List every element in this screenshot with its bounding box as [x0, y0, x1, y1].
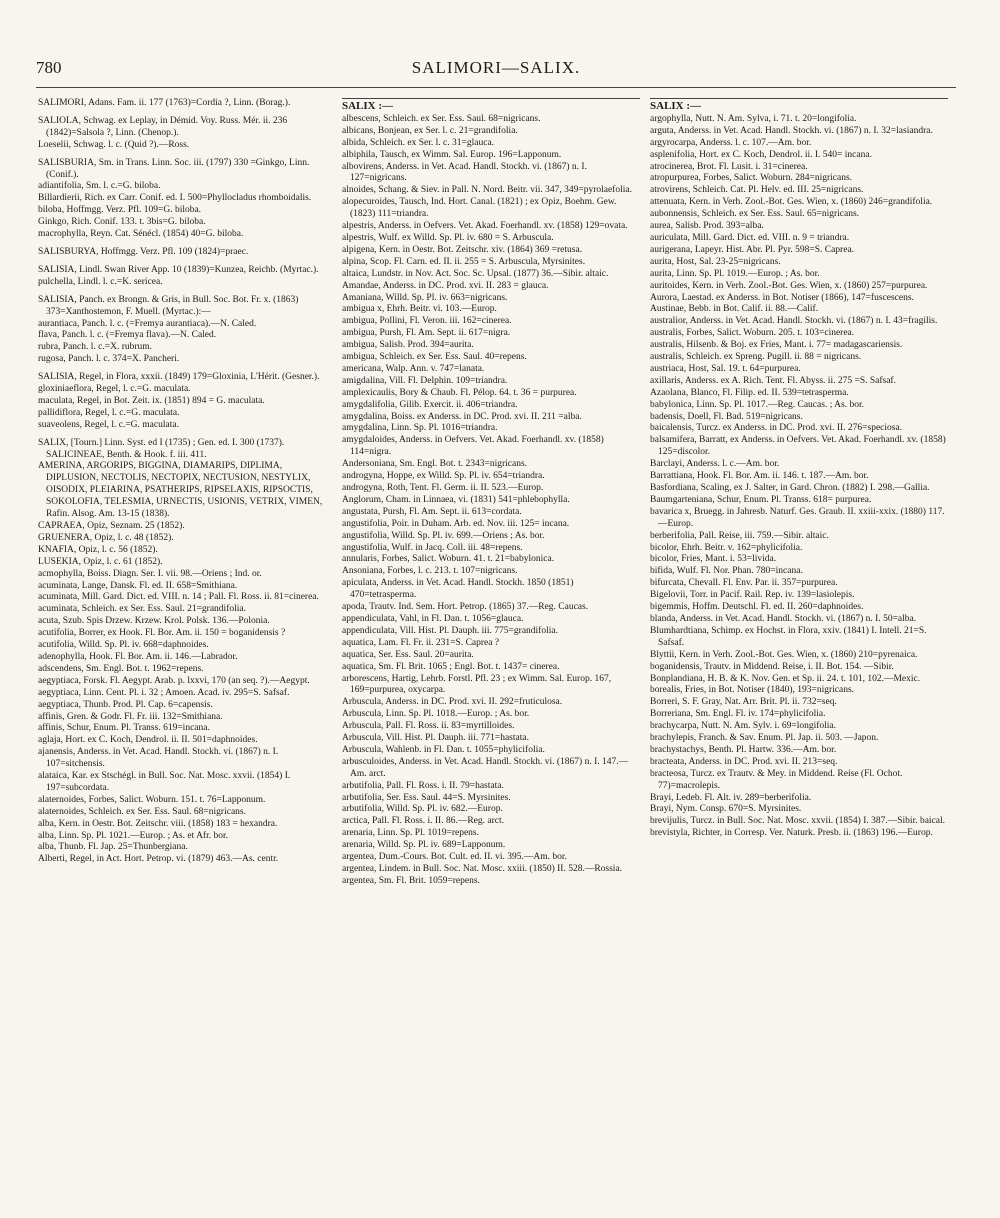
index-entry: affinis, Schur, Enum. Pl. Transs. 619=incana. — [38, 723, 210, 734]
index-entry: angustifolia, Poir. in Duham. Arb. ed. Nov. iii. 125= incana. — [342, 518, 570, 529]
index-entry: aubonnensis, Schleich. ex Ser. Ess. Saul. 65=nigricans. — [650, 209, 860, 220]
index-entry: argyrocarpa, Anderss. l. c. 107.—Am. bor. — [650, 137, 812, 148]
index-entry: aquatica, Ser. Ess. Saul. 20=aurita. — [342, 649, 474, 660]
index-entry: Ansoniana, Forbes, l. c. 213. t. 107=nigricans. — [342, 566, 518, 577]
index-entry: aegyptiaca, Linn. Cent. Pl. i. 32 ; Amoen. Acad. iv. 295=S. Safsaf. — [38, 687, 290, 698]
index-entry: alba, Linn. Sp. Pl. 1021.—Europ. ; As. et Afr. bor. — [38, 830, 228, 841]
index-entry: attenuata, Kern. in Verh. Zool.-Bot. Ges. Wien, x. (1860) 246=grandifolia. — [650, 197, 933, 208]
index-entry: aurigerana, Lapeyr. Hist. Abr. Pl. Pyr. 598=S. Caprea. — [650, 244, 855, 255]
index-entry: ambigua, Schleich. ex Ser. Ess. Saul. 40=repens. — [342, 352, 527, 363]
index-entry: CAPRAEA, Opiz, Seznam. 25 (1852). — [38, 521, 185, 531]
index-entry: aegyptiaca, Thunb. Prod. Pl. Cap. 6=capensis. — [38, 699, 213, 710]
index-entry: angustifolia, Willd. Sp. Pl. iv. 699.—Oriens ; As. bor. — [342, 530, 545, 541]
index-entry: amygdalina, Boiss. ex Anderss. in DC. Prod. xvi. II. 211 =alba. — [342, 411, 582, 422]
index-entry: blanda, Anderss. in Vet. Acad. Handl. Stockh. vi. (1867) n. I. 50=alba. — [650, 613, 917, 624]
index-entry: acutifolia, Willd. Sp. Pl. iv. 668=daphnoides. — [38, 640, 209, 651]
index-entry: baicalensis, Turcz. ex Anderss. in DC. Prod. xvi. II. 276=speciosa. — [650, 423, 903, 434]
index-entry: asplenifolia, Hort. ex C. Koch, Dendrol. ii. I. 540= incana. — [650, 149, 872, 160]
index-entry: bifurcata, Chevall. Fl. Env. Par. ii. 357=purpurea. — [650, 578, 838, 589]
index-entry: bracteosa, Turcz. ex Trautv. & Mey. in Middend. Reise (Fl. Ochot. 77)=macrolepis. — [650, 768, 903, 791]
index-entry: arbutifolia, Pall. Fl. Ross. i. II. 79=hastata. — [342, 780, 504, 791]
index-entry: aurea, Salisb. Prod. 393=alba. — [650, 221, 764, 232]
index-entry: SALISIA, Regel, in Flora, xxxii. (1849) 179=Gloxinia, L'Hérit. (Gesner.). — [38, 372, 320, 383]
index-entry: alopecuroides, Tausch, Ind. Hort. Canal. (1821) ; ex Opiz, Boehm. Gew. (1823) 111=triandra. — [342, 197, 617, 220]
index-entry: auriculata, Mill. Gard. Dict. ed. VIII. n. 9 = triandra. — [650, 232, 850, 243]
index-entry: Bigelovii, Torr. in Pacif. Rail. Rep. iv. 139=lasiolepis. — [650, 590, 855, 601]
index-entry: Aurora, Laestad. ex Anderss. in Bot. Notiser (1866), 147=fuscescens. — [650, 292, 914, 303]
index-entry: apiculata, Anderss. in Vet. Acad. Handl. Stockh. 1850 (1851) 470=tetrasperma. — [342, 578, 574, 601]
index-entry: biloba, Hoffmgg. Verz. Pfl. 109=G. biloba. — [38, 205, 202, 216]
index-entry: Brayi, Ledeb. Fl. Alt. iv. 289=berberifolia. — [650, 792, 812, 803]
index-entry: aurita, Linn. Sp. Pl. 1019.—Europ. ; As. bor. — [650, 268, 820, 279]
index-entry: amygdalina, Linn. Sp. Pl. 1016=triandra. — [342, 423, 498, 434]
column-heading: SALIX :— — [342, 98, 640, 113]
index-entry: babylonica, Linn. Sp. Pl. 1017.—Reg. Caucas. ; As. bor. — [650, 399, 865, 410]
index-entry: argentea, Sm. Fl. Brit. 1059=repens. — [342, 875, 480, 886]
index-entry: argentea, Lindem. in Bull. Soc. Nat. Mosc. xxiii. (1850) II. 528.—Rossia. — [342, 864, 623, 874]
index-entry: brevijulis, Turcz. in Bull. Soc. Nat. Mosc. xxvii. (1854) I. 387.—Sibir. baical. — [650, 816, 946, 827]
index-entry: angustifolia, Wulf. in Jacq. Coll. iii. 48=repens. — [342, 542, 523, 553]
index-entry: albescens, Schleich. ex Ser. Ess. Saul. 68=nigricans. — [342, 113, 541, 124]
index-entry: alpestris, Anderss. in Oefvers. Vet. Akad. Foerhandl. xv. (1858) 129=ovata. — [342, 221, 628, 232]
index-entry: albiphila, Tausch, ex Wimm. Sal. Europ. 196=Lapponum. — [342, 149, 562, 160]
column-1 — [38, 98, 336, 1208]
index-entry: Arbuscula, Linn. Sp. Pl. 1018.—Europ. ; As. bor. — [342, 709, 530, 720]
index-entry: aegyptiaca, Forsk. Fl. Aegypt. Arab. p. lxxvi, 170 (an seq. ?).—Aegypt. — [38, 675, 310, 686]
index-entry: alataica, Kar. ex Stschégl. in Bull. Soc. Nat. Mosc. xxvii. (1854) I. 197=subcordata. — [38, 771, 291, 793]
index-entry: Ginkgo, Rich. Conif. 133. t. 3bis=G. biloba. — [38, 217, 206, 228]
column-2 — [342, 98, 640, 1208]
index-entry: arenaria, Willd. Sp. Pl. iv. 689=Lapponum. — [342, 840, 506, 851]
index-entry: albicans, Bonjean, ex Ser. l. c. 21=grandifolia. — [342, 125, 518, 136]
index-entry: acuminata, Lange, Dansk. Fl. ed. II. 658=Smithiana. — [38, 580, 238, 591]
index-entry: brachylepis, Franch. & Sav. Enum. Pl. Jap. ii. 503. —Japon. — [650, 733, 879, 744]
index-entry: SALIMORI, Adans. Fam. ii. 177 (1763)=Cordia ?, Linn. (Borag.). — [38, 98, 291, 108]
index-entry: androgyna, Roth, Tent. Fl. Germ. ii. II. 523.—Europ. — [342, 483, 544, 493]
index-entry: SALISIA, Panch. ex Brongn. & Gris, in Bull. Soc. Bot. Fr. x. (1863) 373=Xanthostemon, F. Muell. (Myrtac.):— — [38, 294, 299, 317]
index-entry: brevistyla, Richter, in Corresp. Ver. Naturk. Presb. ii. (1863) 196.—Europ. — [650, 828, 933, 839]
index-entry: Borreri, S. F. Gray, Nat. Arr. Brit. Pl. ii. 732=seq. — [650, 697, 837, 708]
index-entry: gloxiniaeflora, Regel, l. c.=G. maculata. — [38, 384, 191, 395]
index-entry: macrophylla, Reyn. Cat. Sénécl. (1854) 40=G. biloba. — [38, 229, 244, 240]
index-entry: australis, Hilsenb. & Boj. ex Fries, Mant. i. 77= madagascariensis. — [650, 340, 903, 351]
index-entry: Arbuscula, Vill. Hist. Pl. Dauph. iii. 771=hastata. — [342, 733, 529, 744]
index-entry: Borreriana, Sm. Engl. Fl. iv. 174=phylicifolia. — [650, 709, 826, 720]
index-entry: amigdalina, Vill. Fl. Delphin. 109=triandra. — [342, 375, 508, 386]
index-entry: angustata, Pursh, Fl. Am. Sept. ii. 613=cordata. — [342, 506, 522, 517]
index-entry: acuminata, Schleich. ex Ser. Ess. Saul. 21=grandifolia. — [38, 604, 246, 615]
index-entry: LUSEKIA, Opiz, l. c. 61 (1852). — [38, 556, 163, 567]
index-entry: ambigua, Salisb. Prod. 394=aurita. — [342, 340, 474, 351]
index-entry: adenophylla, Hook. Fl. Bor. Am. ii. 146.—Labrador. — [38, 651, 238, 662]
index-entry: acuta, Szub. Spis Drzew. Krzew. Krol. Polsk. 136.—Polonia. — [38, 616, 270, 627]
index-entry: Arbuscula, Wahlenb. in Fl. Dan. t. 1055=phylicifolia. — [342, 744, 545, 755]
index-entry: brachystachys, Benth. Pl. Hartw. 336.—Am. bor. — [650, 744, 837, 755]
index-entry: amplexicaulis, Bory & Chaub. Fl. Pélop. 64. t. 36 = purpurea. — [342, 387, 577, 398]
index-entry: balsamifera, Barratt, ex Anderss. in Oefvers. Vet. Akad. Foerhandl. xv. (1858) 125=discolor. — [650, 435, 946, 458]
index-entry: Brayi, Nym. Consp. 670=S. Myrsinites. — [650, 804, 802, 815]
index-entry: albovirens, Anderss. in Vet. Acad. Handl. Stockh. vi. (1867) n. I. 127=nigricans. — [342, 161, 587, 184]
index-entry: Blyttii, Kern. in Verh. Zool.-Bot. Ges. Wien, x. (1860) 210=pyrenaica. — [650, 649, 918, 660]
index-entry: aurita, Host, Sal. 23-25=nigricans. — [650, 256, 781, 267]
index-entry: alnoides, Schang. & Siev. in Pall. N. Nord. Beitr. vii. 347, 349=pyrolaefolia. — [342, 185, 632, 196]
index-entry: argentea, Dum.-Cours. Bot. Cult. ed. II. vi. 395.—Am. bor. — [342, 852, 567, 863]
index-entry: americana, Walp. Ann. v. 747=lanata. — [342, 363, 485, 374]
index-entry: apoda, Trautv. Ind. Sem. Hort. Petrop. (1865) 37.—Reg. Caucas. — [342, 602, 589, 613]
index-entry: Amaniana, Willd. Sp. Pl. iv. 663=nigricans. — [342, 292, 508, 303]
index-entry: bicolor, Fries, Mant. i. 53=livida. — [650, 554, 777, 565]
index-entry: SALISBURIA, Sm. in Trans. Linn. Soc. iii. (1797) 330 =Ginkgo, Linn. (Conif.). — [38, 157, 310, 180]
index-entry: brachycarpa, Nutt. N. Am. Sylv. i. 69=longifolia. — [650, 721, 837, 732]
index-entry: maculata, Regel, in Bot. Zeit. ix. (1851) 894 = G. maculata. — [38, 395, 265, 406]
index-entry: Basfordiana, Scaling, ex J. Salter, in Gard. Chron. (1882) I. 298.—Gallia. — [650, 483, 930, 493]
index-entry: ajanensis, Anderss. in Vet. Acad. Handl. Stockh. vi. (1867) n. I. 107=sitchensis. — [38, 747, 279, 770]
index-entry: arctica, Pall. Fl. Ross. i. II. 86.—Reg. arct. — [342, 816, 504, 827]
index-entry: ambigua x, Ehrh. Beitr. vi. 103.—Europ. — [342, 304, 497, 315]
page-number: 780 — [36, 58, 62, 77]
index-entry: boganidensis, Trautv. in Middend. Reise, i. II. Bot. 154. —Sibir. — [650, 661, 894, 672]
index-entry: appendiculata, Vahl, in Fl. Dan. t. 1056=glauca. — [342, 613, 524, 624]
index-entry: alaternoides, Forbes, Salict. Woburn. 151. t. 76=Lapponum. — [38, 794, 266, 805]
index-entry: arbusculoides, Anderss. in Vet. Acad. Handl. Stockh. vi. (1867) n. I. 147.—Am. arct. — [342, 756, 629, 779]
index-entry: Barclayi, Anderss. l. c.—Am. bor. — [650, 459, 780, 470]
index-entry: Amandae, Anderss. in DC. Prod. xvi. II. 283 = glauca. — [342, 280, 549, 291]
index-entry: australis, Forbes, Salict. Woburn. 205. t. 103=cinerea. — [650, 328, 855, 339]
index-entry: bracteata, Anderss. in DC. Prod. xvi. II. 213=seq. — [650, 756, 838, 767]
index-entry: bigemmis, Hoffm. Deutschl. Fl. ed. II. 260=daphnoides. — [650, 602, 864, 613]
index-entry: ambigua, Pursh, Fl. Am. Sept. ii. 617=nigra. — [342, 328, 511, 339]
index-entry: KNAFIA, Opiz, l. c. 56 (1852). — [38, 544, 158, 555]
index-entry: acmophylla, Boiss. Diagn. Ser. I. vii. 98.—Oriens ; Ind. or. — [38, 568, 262, 579]
index-entry: SALIOLA, Schwag. ex Leplay, in Démid. Voy. Russ. Mér. ii. 236 (1842)=Salsola ?, Linn. (Chenop.). — [38, 115, 288, 138]
index-entry: atropurpurea, Forbes, Salict. Woburn. 284=nigricans. — [650, 173, 853, 184]
index-entry: aurantiaca, Panch. l. c. (=Fremya aurantiaca).—N. Caled. — [38, 318, 257, 329]
index-entry: rugosa, Panch. l. c. 374=X. Pancheri. — [38, 354, 180, 365]
index-entry: Blumhardtiana, Schimp. ex Hochst. in Flora, xxiv. (1841) I. Intell. 21=S. Safsaf. — [650, 625, 927, 648]
index-entry: adiantifolia, Sm. l. c.=G. biloba. — [38, 181, 161, 192]
index-entry: pallidiflora, Regel, l. c.=G. maculata. — [38, 407, 180, 418]
index-entry: arbutifolia, Ser. Ess. Saul. 44=S. Myrsinites. — [342, 792, 511, 803]
index-entry: aquatica, Lam. Fl. Fr. ii. 231=S. Caprea ? — [342, 637, 500, 648]
index-entry: arguta, Anderss. in Vet. Acad. Handl. Stockh. vi. (1867) n. I. 32=lasiandra. — [650, 125, 933, 136]
index-entry: alpina, Scop. Fl. Carn. ed. II. ii. 255 = S. Arbuscula, Myrsinites. — [342, 256, 586, 267]
index-entry: argophylla, Nutt. N. Am. Sylva, i. 71. t. 20=longifolia. — [650, 113, 857, 124]
index-entry: austriaca, Host, Sal. 19. t. 64=purpurea. — [650, 363, 801, 374]
index-entry: bavarica x, Bruegg. in Jahresb. Naturf. Ges. Graub. II. xxiii-xxix. (1880) 117.—Europ. — [650, 506, 945, 529]
index-entry: SALISIA, Lindl. Swan River App. 10 (1839)=Kunzea, Reichb. (Myrtac.). — [38, 264, 319, 275]
index-entry: arbutifolia, Willd. Sp. Pl. iv. 682.—Europ. — [342, 804, 503, 815]
index-entry: alpestris, Wulf. ex Willd. Sp. Pl. iv. 680 = S. Arbuscula. — [342, 232, 554, 243]
index-entry: Bonplandiana, H. B. & K. Nov. Gen. et Sp. ii. 24. t. 101, 102.—Mexic. — [650, 673, 921, 684]
index-entry: atrocinerea, Brot. Fl. Lusit. i. 31=cinerea. — [650, 161, 808, 172]
index-entry: flava, Panch. l. c. (=Fremya flava).—N. Caled. — [38, 330, 217, 341]
index-entry: auritoides, Kern. in Verh. Zool.-Bot. Ges. Wien, x. (1860) 257=purpurea. — [650, 280, 928, 291]
index-entry: Baumgarteniana, Schur, Enum. Pl. Transs. 618= purpurea. — [650, 494, 872, 505]
page-header — [36, 58, 956, 82]
index-entry: amygdalifolia, Gilib. Exercit. ii. 406=triandra. — [342, 399, 518, 410]
index-entry: Azaolana, Blanco, Fl. Filip. ed. II. 539=tetrasperma. — [650, 387, 849, 398]
index-entry: arenaria, Linn. Sp. Pl. 1019=repens. — [342, 828, 480, 839]
index-entry: AMERINA, ARGORIPS, BIGGINA, DIAMARIPS, DIPLIMA, DIPLUSION, NECTOLIS, NECTOPIX, NECTUSION, NESTYLIX, OISODIX, PLEIARINA, PSATHERIPS, RIPSELAXIS, RIPSOCTIS, SOKOLOFIA, TELESMIA, URNECTIS, USIONIS, VETRIX, VIMEN, Rafin. Alsog. Am. 13-15 (1838). — [38, 461, 323, 520]
index-entry: berberifolia, Pall. Reise, iii. 759.—Sibir. altaic. — [650, 530, 829, 541]
index-entry: australis, Schleich. ex Spreng. Pugill. ii. 88 = nigricans. — [650, 352, 862, 363]
index-entry: bicolor, Ehrh. Beitr. v. 162=phylicifolia. — [650, 542, 803, 553]
index-entry: Barrattiana, Hook. Fl. Bor. Am. ii. 146. t. 187.—Am. bor. — [650, 471, 869, 482]
index-entry: pulchella, Lindl. l. c.=K. sericea. — [38, 276, 163, 287]
index-entry: amygdaloides, Anderss. in Oefvers. Vet. Akad. Foerhandl. xv. (1858) 114=nigra. — [342, 435, 604, 458]
index-entry: Austinae, Bebb. in Bot. Calif. ii. 88.—Calif. — [650, 304, 819, 315]
index-entry: GRUENERA, Opiz, l. c. 48 (1852). — [38, 532, 174, 543]
index-entry: australior, Anderss. in Vet. Acad. Handl. Stockh. vi. (1867) n. I. 43=fragilis. — [650, 316, 938, 327]
column-heading: SALIX :— — [650, 98, 948, 113]
index-entry: Arbuscula, Anderss. in DC. Prod. xvi. II. 292=fruticulosa. — [342, 697, 563, 708]
index-entry: aquatica, Sm. Fl. Brit. 1065 ; Engl. Bot. t. 1437= cinerea. — [342, 661, 560, 672]
index-entry: altaica, Lundstr. in Nov. Act. Soc. Sc. Upsal. (1877) 36.—Sibir. altaic. — [342, 268, 609, 279]
index-entry: acutifolia, Borrer, ex Hook. Fl. Bor. Am. ii. 150 = boganidensis ? — [38, 628, 286, 639]
index-entry: affinis, Gren. & Godr. Fl. Fr. iii. 132=Smithiana. — [38, 711, 223, 722]
index-entry: ambigua, Pollini, Fl. Veron. iii. 162=cinerea. — [342, 316, 512, 327]
index-entry: androgyna, Hoppe, ex Willd. Sp. Pl. iv. 654=triandra. — [342, 471, 545, 482]
index-entry: aglaja, Hort. ex C. Koch, Dendrol. ii. II. 501=daphnoides. — [38, 735, 258, 746]
index-entry: appendiculata, Vill. Hist. Pl. Dauph. iii. 775=grandifolia. — [342, 625, 558, 636]
index-entry: atrovirens, Schleich. Cat. Pl. Helv. ed. III. 25=nigricans. — [650, 185, 864, 196]
running-head: SALIMORI—SALIX. — [411, 58, 581, 77]
index-entry: bifida, Wulf. Fl. Nor. Phan. 780=incana. — [650, 566, 803, 577]
index-entry: arborescens, Hartig, Lehrb. Forstl. Pfl. 23 ; ex Wimm. Sal. Europ. 167, 169=purpurea, oxycarpa. — [342, 673, 612, 696]
index-entry: rubra, Panch. l. c.=X. rubrum. — [38, 342, 153, 353]
index-entry: albida, Schleich. ex Ser. l. c. 31=glauca. — [342, 137, 495, 148]
index-entry: alaternoides, Schleich. ex Ser. Ess. Saul. 68=nigricans. — [38, 806, 246, 817]
column-3 — [650, 98, 948, 1208]
index-entry: axillaris, Anderss. ex A. Rich. Tent. Fl. Abyss. ii. 275 =S. Safsaf. — [650, 375, 896, 386]
index-entry: annularis, Forbes, Salict. Woburn. 41. t. 21=babylonica. — [342, 554, 555, 565]
header-rule — [36, 87, 956, 88]
index-entry: alba, Kern. in Oestr. Bot. Zeitschr. viii. (1858) 183 = hexandra. — [38, 818, 278, 829]
index-entry: alpigena, Kern. in Oestr. Bot. Zeitschr. xiv. (1864) 369 =retusa. — [342, 244, 583, 255]
index-entry: Billardierii, Rich. ex Carr. Conif. ed. I. 500=Phyllocladus rhomboidalis. — [38, 193, 312, 204]
index-entry: Andersoniana, Sm. Engl. Bot. t. 2343=nigricans. — [342, 459, 528, 470]
index-entry: Anglorum, Cham. in Linnaea, vi. (1831) 541=phlebophylla. — [342, 494, 570, 505]
index-entry: suaveolens, Regel, l. c.=G. maculata. — [38, 419, 179, 430]
index-entry: alba, Thunb. Fl. Jap. 25=Thunbergiana. — [38, 842, 188, 853]
index-entry: acuminata, Mill. Gard. Dict. ed. VIII. n. 14 ; Pall. Fl. Ross. ii. 81=cinerea. — [38, 592, 319, 603]
index-entry: Arbuscula, Pall. Fl. Ross. ii. 83=myrtilloides. — [342, 721, 515, 732]
index-entry: SALIX, [Tourn.] Linn. Syst. ed I (1735) ; Gen. ed. I. 300 (1737). SALICINEAE, Benth. & Hook. f. iii. 411. — [38, 437, 285, 460]
index-entry: borealis, Fries, in Bot. Notiser (1840), 193=nigricans. — [650, 685, 855, 696]
index-entry: Loeselii, Schwag. l. c. (Quid ?).—Ross. — [38, 139, 190, 150]
index-entry: Alberti, Regel, in Act. Hort. Petrop. vi. (1879) 463.—As. centr. — [38, 854, 279, 865]
index-entry: SALISBURYA, Hoffmgg. Verz. Pfl. 109 (1824)=praec. — [38, 246, 249, 257]
index-entry: badensis, Doell, Fl. Bad. 519=nigricans. — [650, 411, 803, 422]
index-entry: adscendens, Sm. Engl. Bot. t. 1962=repens. — [38, 663, 204, 674]
